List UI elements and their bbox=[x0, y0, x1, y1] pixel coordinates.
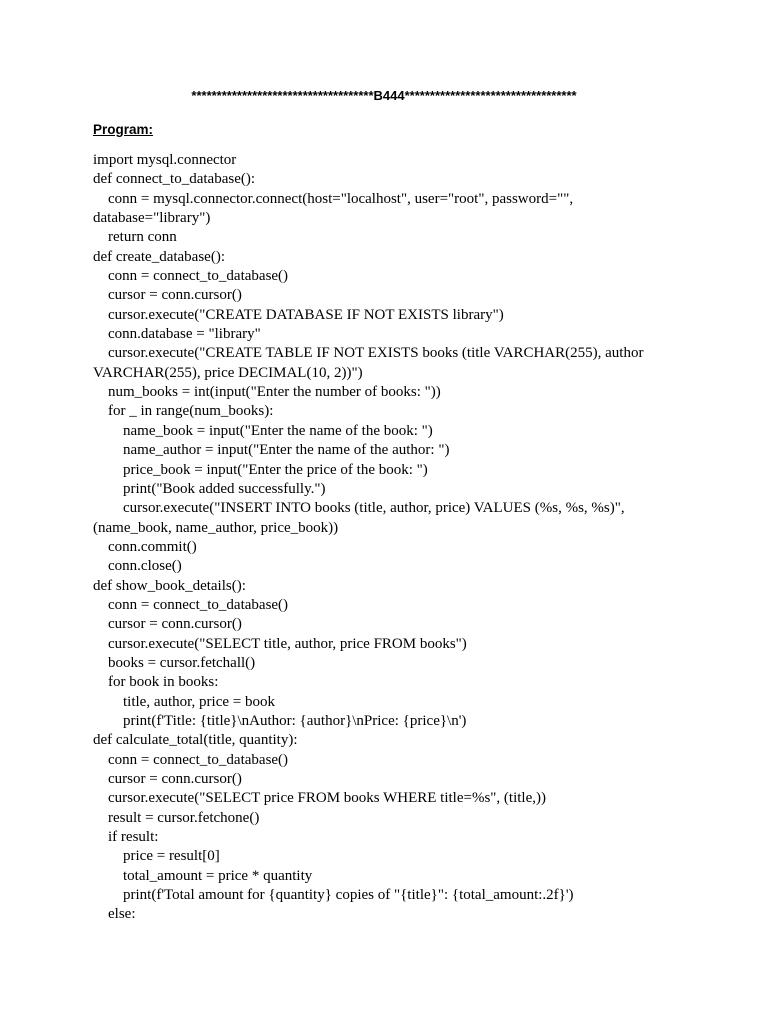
code-line: conn = mysql.connector.connect(host="localhost", user="root", password="", bbox=[108, 190, 574, 207]
code-line: name_book = input("Enter the name of the book: ") bbox=[123, 422, 433, 439]
code-line: price = result[0] bbox=[123, 848, 220, 865]
code-line: cursor = conn.cursor() bbox=[108, 771, 242, 787]
code-line: cursor.execute("SELECT title, author, price FROM books") bbox=[108, 635, 467, 652]
code-line: conn = connect_to_database() bbox=[108, 596, 289, 613]
code-line: books = cursor.fetchall() bbox=[108, 654, 256, 671]
code-line: cursor.execute("CREATE DATABASE IF NOT EXISTS library") bbox=[108, 306, 504, 323]
code-line: return conn bbox=[108, 229, 177, 246]
section-label: Program: bbox=[93, 122, 154, 137]
code-line: cursor = conn.cursor() bbox=[108, 287, 242, 304]
code-line: title, author, price = book bbox=[123, 693, 275, 710]
code-line: cursor.execute("CREATE TABLE IF NOT EXISTS books (title VARCHAR(255), author bbox=[108, 345, 644, 362]
code-line: def connect_to_database(): bbox=[93, 171, 256, 188]
code-line: cursor = conn.cursor() bbox=[108, 616, 242, 633]
code-line: def calculate_total(title, quantity): bbox=[93, 732, 298, 749]
code-line: price_book = input("Enter the price of the book: ") bbox=[123, 461, 428, 478]
code-line: name_author = input("Enter the name of the author: ") bbox=[123, 442, 450, 459]
code-line: database="library") bbox=[93, 210, 211, 227]
code-line: VARCHAR(255), price DECIMAL(10, 2))") bbox=[93, 364, 363, 381]
code-line: total_amount = price * quantity bbox=[123, 867, 313, 884]
page-header-banner: ************************************B444********************************** bbox=[191, 88, 577, 103]
code-line: num_books = int(input("Enter the number of books: ")) bbox=[108, 384, 441, 401]
code-line: result = cursor.fetchone() bbox=[108, 809, 260, 826]
code-line: conn.commit() bbox=[108, 538, 197, 555]
code-line: conn = connect_to_database() bbox=[108, 268, 289, 285]
code-line: print(f'Title: {title}\nAuthor: {author}\nPrice: {price}\n') bbox=[123, 712, 467, 729]
code-block bbox=[93, 151, 693, 925]
code-line: conn = connect_to_database() bbox=[108, 751, 289, 768]
code-line: print(f'Total amount for {quantity} copies of "{title}": {total_amount:.2f}') bbox=[123, 887, 574, 904]
code-line: if result: bbox=[108, 829, 159, 846]
code-line: print("Book added successfully.") bbox=[123, 480, 326, 497]
code-line: else: bbox=[108, 906, 136, 923]
code-line: conn.database = "library" bbox=[108, 326, 261, 343]
code-line: for book in books: bbox=[108, 674, 219, 691]
code-line: import mysql.connector bbox=[93, 152, 237, 168]
code-line: def show_book_details(): bbox=[93, 577, 246, 594]
code-line: cursor.execute("SELECT price FROM books WHERE title=%s", (title,)) bbox=[108, 790, 546, 807]
code-line: for _ in range(num_books): bbox=[108, 403, 274, 420]
code-line: conn.close() bbox=[108, 558, 182, 575]
code-line: def create_database(): bbox=[93, 248, 225, 265]
code-line: (name_book, name_author, price_book)) bbox=[93, 519, 339, 536]
code-line: cursor.execute("INSERT INTO books (title, author, price) VALUES (%s, %s, %s)", bbox=[123, 500, 625, 517]
